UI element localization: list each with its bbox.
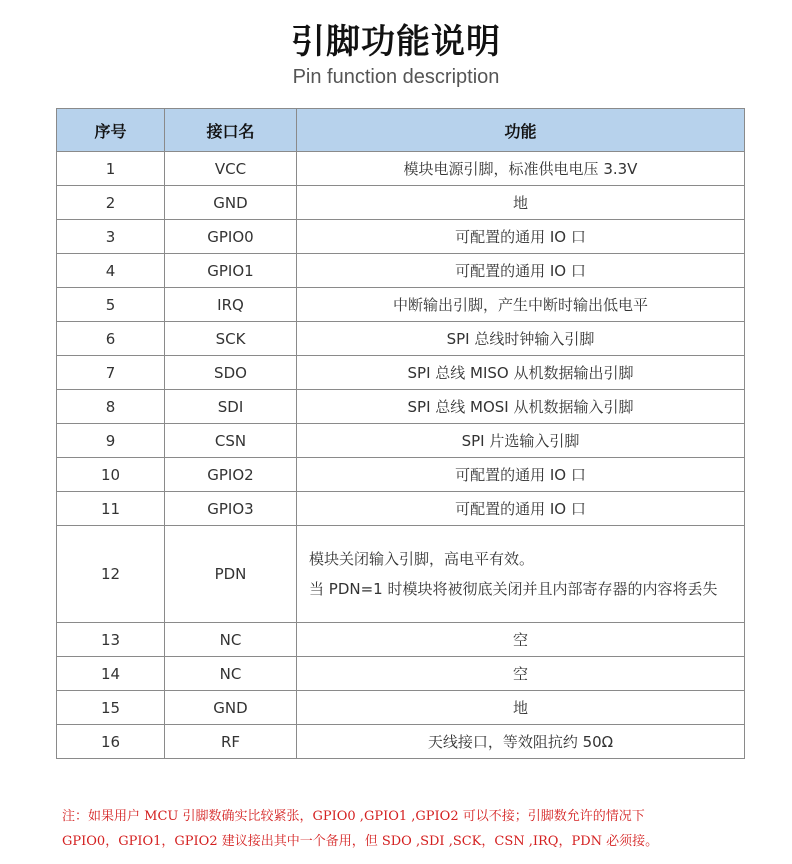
table-row [57, 424, 745, 458]
table-row [57, 691, 745, 725]
pin-name: IRQ [165, 288, 297, 322]
pin-function: 地 [297, 691, 745, 725]
pin-name: SCK [165, 322, 297, 356]
pin-number: 13 [57, 623, 165, 657]
pin-function-line: 模块关闭输入引脚，高电平有效。 [309, 550, 535, 568]
pin-number: 6 [57, 322, 165, 356]
pin-number: 14 [57, 657, 165, 691]
pin-function [297, 526, 745, 623]
pin-name: GPIO2 [165, 458, 297, 492]
pin-number: 9 [57, 424, 165, 458]
pin-number: 4 [57, 254, 165, 288]
wiring-note [62, 804, 742, 854]
pin-name: SDI [165, 390, 297, 424]
pin-function: 空 [297, 623, 745, 657]
pin-name: VCC [165, 152, 297, 186]
pin-function: 地 [297, 186, 745, 220]
pin-function: 天线接口，等效阻抗约 50Ω [297, 725, 745, 759]
pin-function-line: 当 PDN=1 时模块将被彻底关闭并且内部寄存器的内容将丢失 [309, 580, 718, 598]
pin-number: 11 [57, 492, 165, 526]
table-row [57, 186, 745, 220]
pin-function: SPI 片选输入引脚 [297, 424, 745, 458]
pin-name: GPIO3 [165, 492, 297, 526]
page-subtitle: Pin function description [292, 66, 500, 88]
pin-number: 12 [57, 526, 165, 623]
pin-number: 7 [57, 356, 165, 390]
table-row [57, 390, 745, 424]
note-line: GPIO0，GPIO1，GPIO2 建议接出其中一个备用，但 SDO ,SDI ,SCK，CSN ,IRQ，PDN 必须接。 [62, 834, 659, 849]
table-row [57, 526, 745, 623]
pin-number: 8 [57, 390, 165, 424]
pin-function: SPI 总线 MISO 从机数据输出引脚 [297, 356, 745, 390]
pin-name: CSN [165, 424, 297, 458]
pin-name: PDN [165, 526, 297, 623]
pin-name: GPIO1 [165, 254, 297, 288]
table-row [57, 356, 745, 390]
pin-function-table [56, 108, 745, 759]
page-title: 引脚功能说明 [291, 22, 501, 62]
table-row [57, 254, 745, 288]
pin-function: 可配置的通用 IO 口 [297, 254, 745, 288]
pin-number: 5 [57, 288, 165, 322]
table-row [57, 322, 745, 356]
pin-name: NC [165, 623, 297, 657]
pin-number: 3 [57, 220, 165, 254]
pin-function: 空 [297, 657, 745, 691]
pin-number: 16 [57, 725, 165, 759]
table-row [57, 288, 745, 322]
pin-function: 可配置的通用 IO 口 [297, 220, 745, 254]
pin-number: 10 [57, 458, 165, 492]
note-line: 注：如果用户 MCU 引脚数确实比较紧张，GPIO0 ,GPIO1 ,GPIO2 可以不接；引脚数允许的情况下 [62, 809, 645, 824]
table-row [57, 623, 745, 657]
column-header-pin-name: 接口名 [165, 109, 297, 152]
table-row [57, 492, 745, 526]
table-header-row [57, 109, 745, 152]
table-row [57, 152, 745, 186]
table-row [57, 458, 745, 492]
pin-function: 模块电源引脚，标准供电电压 3.3V [297, 152, 745, 186]
pin-name: GND [165, 691, 297, 725]
pin-name: RF [165, 725, 297, 759]
column-header-number: 序号 [57, 109, 165, 152]
pin-function: 中断输出引脚，产生中断时输出低电平 [297, 288, 745, 322]
table-row [57, 725, 745, 759]
pin-name: GND [165, 186, 297, 220]
pin-number: 2 [57, 186, 165, 220]
pin-number: 1 [57, 152, 165, 186]
pin-function: 可配置的通用 IO 口 [297, 458, 745, 492]
pin-function: 可配置的通用 IO 口 [297, 492, 745, 526]
column-header-function: 功能 [297, 109, 745, 152]
table-row [57, 220, 745, 254]
pin-name: GPIO0 [165, 220, 297, 254]
pin-function: SPI 总线 MOSI 从机数据输入引脚 [297, 390, 745, 424]
pin-name: NC [165, 657, 297, 691]
pin-number: 15 [57, 691, 165, 725]
table-row [57, 657, 745, 691]
pin-name: SDO [165, 356, 297, 390]
pin-function: SPI 总线时钟输入引脚 [297, 322, 745, 356]
